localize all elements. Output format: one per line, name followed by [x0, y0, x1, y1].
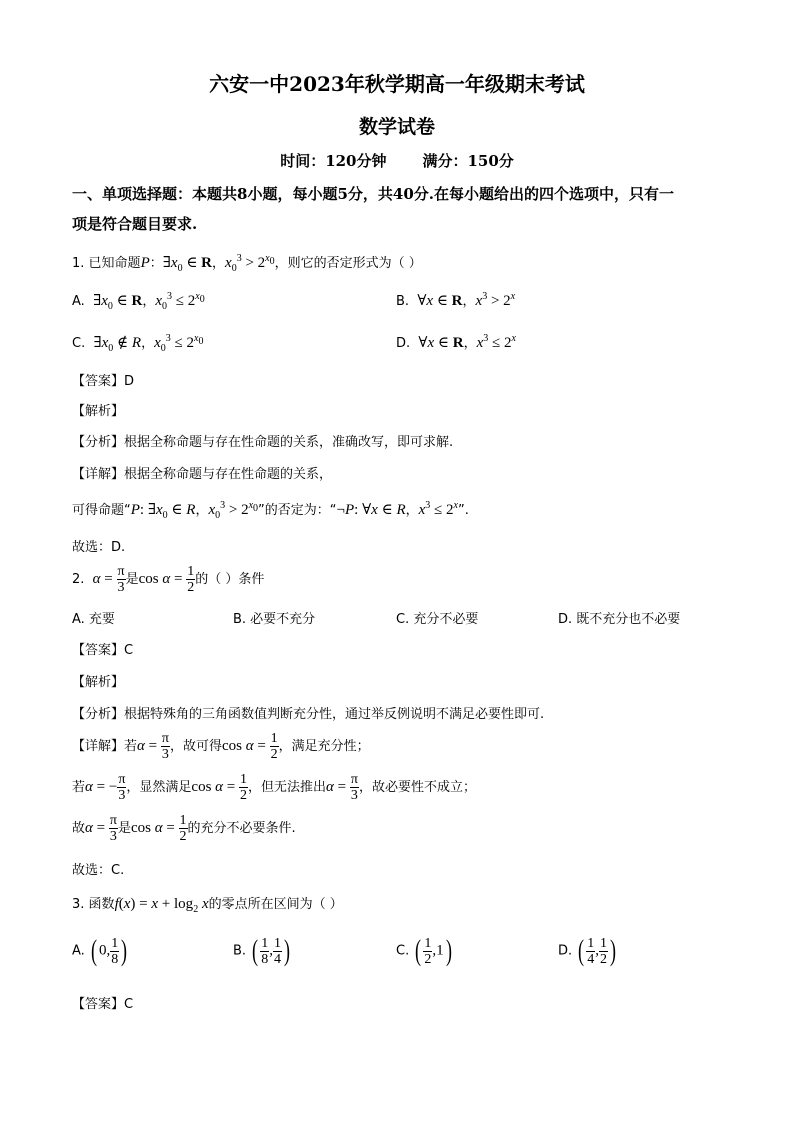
q2-analysis-tag: 【解析】	[72, 675, 125, 690]
q2-option-b[interactable]: B. 必要不充分	[233, 612, 316, 627]
question-text: 已知命题	[88, 256, 141, 271]
q1-option-b[interactable]: B. ∀x ∈ R，$x^3 > 2^x$	[396, 291, 516, 309]
q2-option-c[interactable]: C. 充分不必要	[396, 612, 479, 627]
q1-fenxi: 【分析】根据全称命题与存在性命题的关系，准确改写，即可求解.	[72, 435, 454, 450]
q1-conclusion: 故选：D.	[72, 540, 126, 555]
q2-answer: 【答案】C	[72, 643, 134, 658]
section-heading-line2: 项是符合题目要求.	[72, 215, 198, 233]
q1-option-c[interactable]: C. $\exists x_0$ ∉ R，$x_0^3 \le 2^{x_0}$	[72, 333, 204, 354]
question-number: 1.	[72, 256, 85, 271]
score-label: 满分：150分	[422, 152, 514, 170]
q2-detail-line3: 故α = $\frac{\pi}{3}$ 是cos α = $\frac{1}{2}$ 的充分不必要条件.	[72, 813, 296, 844]
q3-option-c[interactable]: C. ( $\frac{1}{2}$ ,1)	[396, 934, 452, 967]
q2-option-d[interactable]: D. 既不充分也不必要	[558, 612, 681, 627]
question-number: 3.	[72, 897, 85, 912]
q1-analysis-tag: 【解析】	[72, 404, 125, 419]
q2-detail-line2: 若α = − $\frac{\pi}{3}$ ，显然满足cos α = $\frac{1}{2}$ ，但无法推出α = $\frac{\pi}{3}$ ，故必要性不成立；	[72, 772, 476, 803]
q2-fenxi: 【分析】根据特殊角的三角函数值判断充分性，通过举反例说明不满足必要性即可.	[72, 707, 545, 722]
q2-detail-line1: 【详解】若α = $\frac{\pi}{3}$ ，故可得cos α = $\frac{1}{2}$ ，满足充分性；	[72, 731, 370, 762]
question-2: 2. α = $\frac{\pi}{3}$ 是cos α = $\frac{1}{2}$ 的（ ）条件	[72, 564, 265, 595]
time-label: 时间：120分钟	[280, 152, 387, 170]
q2-conclusion: 故选：C.	[72, 863, 125, 878]
exam-subtitle: 数学试卷	[358, 116, 435, 138]
q3-answer: 【答案】C	[72, 997, 134, 1012]
q1-detail: 【详解】根据全称命题与存在性命题的关系，	[72, 467, 333, 482]
exam-title: 六安一中2023年秋学期高一年级期末考试	[209, 72, 585, 96]
question-3: 3. 函数$f(x) = x + \log_2 x$的零点所在区间为（ ）	[72, 896, 343, 915]
question-number: 2.	[72, 572, 85, 587]
q1-option-d[interactable]: D. ∀x ∈ R，$x^3 \le 2^x$	[396, 333, 516, 351]
q1-detail-line: 可得命题“P: $\exists x_0$ ∈ R，$x_0^3 > 2^{x_0}$”的否定为：“¬P: ∀x ∈ R，$x^3 \le 2^x$”.	[72, 500, 469, 521]
exam-meta	[0, 150, 794, 171]
q3-option-d[interactable]: D. ( $\frac{1}{4}$ , $\frac{1}{2}$ )	[558, 934, 617, 967]
q1-option-a[interactable]: A. $\exists x_0$ ∈ R，$x_0^3 \le 2^{x_0}$	[72, 291, 205, 312]
q1-answer: 【答案】D	[72, 374, 135, 389]
q3-option-b[interactable]: B. ( $\frac{1}{8}$ , $\frac{1}{4}$ )	[233, 934, 290, 967]
q3-option-a[interactable]: A. ( 0, $\frac{1}{8}$ )	[72, 934, 128, 967]
question-1: 1. 已知命题P：$\exists x_0$ ∈ R，$x_0^3 > 2^{x_0}$，则它的否定形式为（ ）	[72, 253, 422, 274]
q2-option-a[interactable]: A. 充要	[72, 612, 115, 627]
section-heading-line1: 一、单项选择题：本题共8小题，每小题5分，共40分.在每小题给出的四个选项中，只有一	[72, 185, 674, 203]
